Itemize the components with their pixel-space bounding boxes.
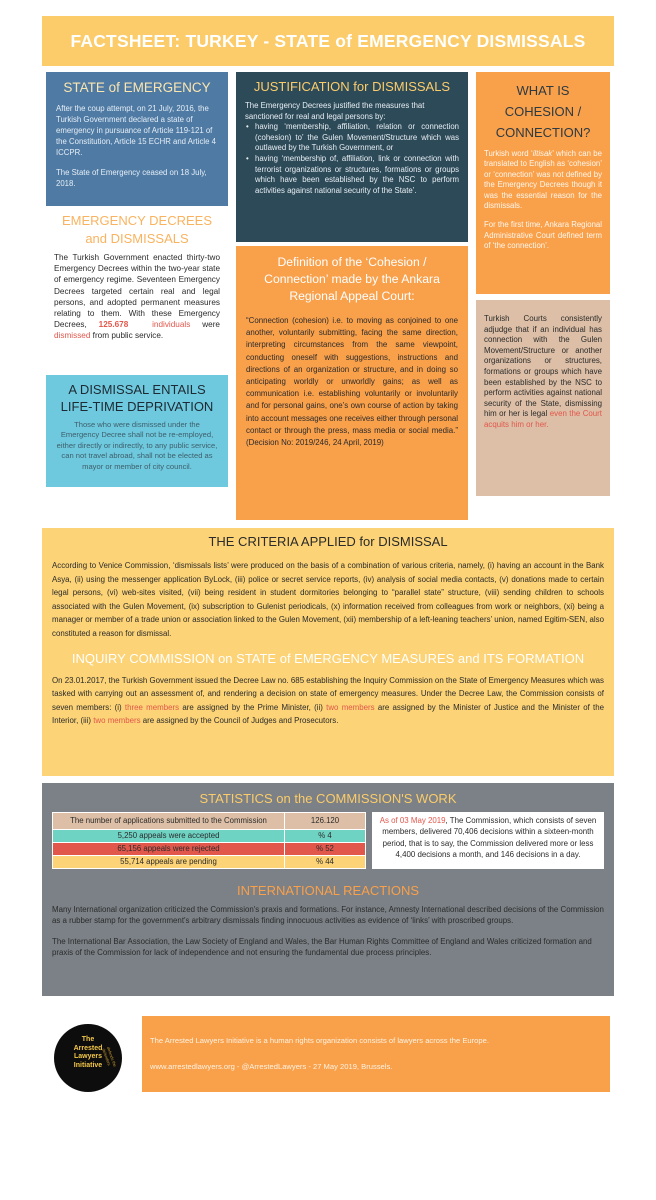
inquiry-red-2: two members [326,702,375,712]
criteria-text: According to Venice Commission, ‘dismissals lists’ were produced on the basis of a combination of various criteria, namely, (i) having an account in the Bank Asya, (ii) using the messenger application ByLock, (iii) police or secret service reports, (iv) analysis of social media contacts, (v) donations made to certain legal persons, (vi) web-sites visited, (vii) being resident in student dormitories belonging to “parallel state” structure, (viii) sending children to schools associated with the Gulen Movement, (ix) subscription to Gulenist periodicals, (x) information received from colleagues from work or neighbors, (xi) being a manager or member of a trade union or association linked to the Gulen Movement, (xii) membership of a left-leaning teachers’ union, named Egitim-SEN, also constituted a reason for dismissal. [52,561,604,638]
justification-list [245,122,459,196]
inquiry-text-d: are assigned by the Council of Judges and Prosecutors. [140,716,339,726]
inquiry-red-1: three members [124,702,180,712]
commission-decisions-text: , The Commission, which consists of seven members, delivered 70,406 decisions within a sixteen-month period, that is to say, the Commission delivered more or less 4,400 decisions a month, and 146 decisions in a day. [382,816,597,860]
statistics-row-0 [53,813,366,830]
inquiry-text [52,674,604,728]
international-text-2: The International Bar Association, the Law Society of England and Wales, the Bar Human Rights Committee of England and Wales criticized formation and praxis of the Commission for lack of independence and not ensuring the fundamental due process principles. [52,937,592,957]
international-text-1: Many International organization criticized the Commission's praxis and formations. For instance, Amnesty International described decisions of the Commission as a rubber stamp for the government's arbitrary dismissals finding innocuous activities as evidence of ‘links’ with proscribed groups. [52,905,604,925]
justification-item: • having ‘membership of, affiliation, link or connection with terrorist organizations or structures, formations or groups which have been established by the NSC to perform activities against national security of the State’. [245,154,459,196]
turkish-courts-panel [476,300,610,496]
emergency-decrees-text [54,252,220,342]
state-of-emergency-panel [46,72,228,206]
definition-heading: Definition of the ‘Cohesion / Connection’ made by the Ankara Regional Appeal Court: [264,255,440,303]
statistics-row-1 [53,830,366,843]
statistics-label: 5,250 appeals were accepted [53,830,285,843]
statistics-value: % 4 [285,830,366,843]
statistics-heading: STATISTICS on the COMMISSION'S WORK [199,791,457,806]
cohesion-definition-note: For the first time, Ankara Regional Administrative Court defined term of ‘the connection’. [484,220,602,251]
justification-heading: JUSTIFICATION for DISMISSALS [253,79,451,94]
cohesion-panel [476,72,610,294]
courts-text-a: Turkish Courts consistently adjudge that if an individual has connection with the Gulen Movement/Structure or another organizations or structures, formations or groups which have been established by the NSC to perform activities against national security of the State, dismissing him or her is legal [484,314,602,419]
international-heading: INTERNATIONAL REACTIONS [236,883,420,898]
dismissal-count: 125.678 [98,320,129,330]
criteria-heading: THE CRITERIA APPLIED for DISMISSAL [208,534,448,549]
commission-decisions-box [372,812,604,869]
cohesion-text-b: ’ which can be translated to English as ‘cohesion’ or ‘connection’ was not defined by the Emergency Decrees though it was the essential reason for the dismissals. [484,149,602,211]
logo-line: Initiative [73,1061,103,1069]
courts-acquittal-note: even the Court acquits him or her. [484,409,602,429]
emergency-decrees-heading: EMERGENCY DECREES and DISMISSALS [61,213,212,246]
lifetime-deprivation-text: Those who were dismissed under the Emergency Decree shall not be re-employed, either directly or indirectly, to any public service, can not travel abroad, shall not be elected as mayor or member of city council. [56,420,218,471]
inquiry-text-a: On 23.01.2017, the Turkish Government issued the Decree Law no. 685 establishing the Inquiry Commission on the State of Emergency Measures which was tasked with carrying out an assessment of, and rendering a decision on state of emergency measures. Under the Decree Law, the Commission consists of seven members: (i) [52,675,604,712]
state-of-emergency-text: After the coup attempt, on 21 July, 2016, the Turkish Government declared a state of emergency in pursuance of Article 119-121 of the Constitution, Article 15 ECHR and Article 4 ICCPR. [56,104,216,157]
justification-panel [236,72,468,242]
statistics-label: 65,156 appeals were rejected [53,843,285,856]
cohesion-text [484,149,602,211]
justification-item: • having ‘membership, affiliation, relation or connection (cohesion) to’ the Gulen Movement/Structure which was outlawed by the Turkish Government, or [245,122,459,154]
statistics-row-3 [53,856,366,869]
decrees-text-a: The Turkish Government enacted thirty-two Emergency Decrees within the two-year state of emergency regime. Seventeen Emergency Decrees targeted certain real and legal persons, and adopted permanent measures relating to them. With these Emergency Decrees, [54,253,220,330]
logo-line: Lawyers [73,1053,103,1061]
footer-panel [142,1016,610,1092]
criteria-panel [42,528,614,776]
statistics-value: % 52 [285,843,366,856]
inquiry-heading: INQUIRY COMMISSION on STATE of EMERGENCY MEASURES and ITS FORMATION [71,650,585,666]
inquiry-text-b: are assigned by the Prime Minister, (ii) [179,702,327,712]
lifetime-deprivation-heading: A DISMISSAL ENTAILS LIFE-TIME DEPRIVATION [60,382,214,414]
statistics-label: 55,714 appeals are pending [53,856,285,869]
statistics-panel [42,783,614,996]
page-title: FACTSHEET: TURKEY - STATE of EMERGENCY DISMISSALS [70,30,586,51]
individuals-word: individuals [152,320,191,330]
statistics-row-2 [53,843,366,856]
commission-date: As of 03 May 2019 [379,816,446,825]
iltisak-word: iltisak [532,149,553,158]
definition-text: “Connection (cohesion) i.e. to moving as conjoined to one another, voluntarily submitting, facing the same direction, interpreting circumstances from the same viewpoint, conducting oneself with suggestions, instructions and directions of an organization or structure, and in doing so anticipating worldly or unworldly gains; as well as communication i.e. establishing voluntarily or involuntarily and for personal gains, one’s own course of action by taking into account messages one receives either through personal contact or through the press, mass media or social media.” (Decision No: 2019/246, 24 April, 2019) [246,316,458,448]
turkish-courts-text [484,314,602,431]
definition-panel [236,246,468,520]
decrees-text-b: from public service. [90,331,164,341]
state-of-emergency-ceased: The State of Emergency ceased on 18 July, 2018. [56,168,207,188]
arrested-lawyers-logo [54,1024,122,1092]
cohesion-heading: WHAT IS COHESION / CONNECTION? [495,83,591,140]
statistics-table [52,812,366,869]
emergency-decrees-panel [46,210,228,370]
footer-contact: www.arrestedlawyers.org - @ArrestedLawyers - 27 May 2019, Brussels. [150,1062,393,1071]
were-word: were [190,320,220,330]
inquiry-text-c: are assigned by the Minister of Justice and the Minister of the Interior, (iii) [52,702,605,726]
lifetime-deprivation-panel [46,375,228,487]
logo-line: The [81,1036,95,1043]
logo-line: Arrested [73,1044,103,1052]
justification-intro: The Emergency Decrees justified the measures that sanctioned for real and legal persons by: [245,101,425,121]
footer-about: The Arrested Lawyers Initiative is a human rights organization consists of lawyers across the Europe. [150,1036,489,1045]
statistics-row [52,812,604,869]
state-of-emergency-heading: STATE of EMERGENCY [63,80,211,95]
cohesion-text-a: Turkish word ‘ [484,149,533,158]
title-banner [42,16,614,66]
inquiry-red-3: two members [93,716,141,726]
statistics-value: 126.120 [285,813,366,830]
dismissed-word: dismissed [54,331,91,341]
statistics-label: The number of applications submitted to the Commission [53,813,285,830]
statistics-value: % 44 [285,856,366,869]
logo-ring-text: defends the defenders [101,1046,118,1068]
